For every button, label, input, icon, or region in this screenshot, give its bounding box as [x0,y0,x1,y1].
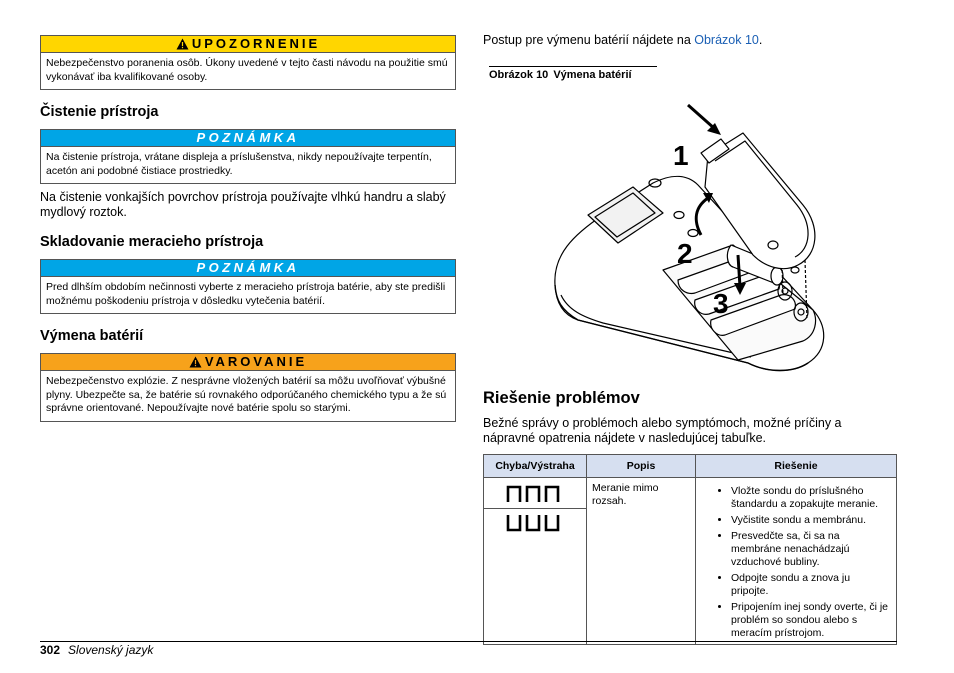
lcd-code-nnn [506,483,562,503]
warning-label: UPOZORNENIE [191,36,321,51]
solution-item: • Odpojte sondu a znova ju pripojte. [731,572,889,598]
step-2-label: 2 [677,238,693,269]
solution-list [697,485,895,640]
warning-triangle-icon [176,38,189,50]
figure-link[interactable]: Obrázok 10 [694,33,759,47]
table-header-row [484,455,897,478]
column-header: Popis [587,455,696,478]
battery-replacement-illustration [483,95,853,380]
table-row [484,478,897,645]
page-number: 302 [40,643,61,657]
note-callout-storage [40,259,456,314]
heading-storage: Skladovanie meracieho prístroja [40,234,264,250]
warning-label: VAROVANIE [204,354,308,369]
figure-title: Výmena batérií [553,69,632,81]
intro-text: Postup pre výmenu batérií nájdete na [483,33,695,47]
footer-divider [40,641,897,642]
column-header: Chyba/Výstraha [484,455,587,478]
lcd-code-uuu [506,514,562,534]
figure-caption [489,66,657,81]
solution-item: • Pripojením inej sondy overte, či je problém so sondou alebo s meracím prístrojom. [731,601,889,640]
warning-header [41,36,455,53]
figure-number: Obrázok 10 [489,69,549,81]
heading-troubleshooting: Riešenie problémov [483,389,640,407]
note-label: POZNÁMKA [41,130,455,147]
solution-item: • Vložte sondu do príslušného štandardu a zopakujte meranie. [731,485,889,511]
note-text: Pred dlhším obdobím nečinnosti vyberte z meracieho prístroja batérie, aby ste predišli možnému poškodeniu prístroja v dôsledku vytečenia batérií. [46,281,446,307]
troubleshooting-paragraph: Bežné správy o problémoch alebo symptómoch, možné príčiny a nápravné opatrenia nájdete v nasledujúcej tabuľke. [483,416,842,445]
warning-triangle-icon [189,356,202,368]
heading-cleaning: Čistenie prístroja [40,104,159,120]
figure-reference-paragraph [483,33,897,48]
column-header: Riešenie [696,455,897,478]
step-1-label: 1 [673,140,689,171]
warning-callout-upozornenie [40,35,456,90]
warning-text: Nebezpečenstvo explózie. Z nesprávne vložených batérií sa môžu uvoľňovať výbušné plyny. Ubezpečte sa, že batérie sú rovnakého odporúčaného chemického typu a že sú správne orientované. Nepoužívajte nové batérie spolu so starými. [46,375,447,414]
troubleshooting-table [483,454,897,645]
step-3-label: 3 [713,288,729,319]
heading-battery: Výmena batérií [40,328,144,344]
solution-cell [696,478,897,645]
description-cell: Meranie mimo rozsah. [587,478,696,645]
warning-callout-varovanie [40,353,456,422]
left-column [40,35,456,422]
arrow-1 [688,105,715,129]
solution-item: • Presvedčte sa, či sa na membráne nenachádzajú vzduchové bubliny. [731,530,889,569]
error-cell [484,478,587,645]
display-code-over [484,478,586,509]
note-label: POZNÁMKA [41,260,455,277]
intro-end: . [758,33,763,47]
display-code-under [484,509,586,539]
page-footer [40,643,153,657]
warning-header [41,354,455,371]
svg-text:uuu: uuu [506,514,508,515]
cleaning-paragraph: Na čistenie vonkajších povrchov prístroja používajte vlhkú handru a slabý mydlový roztok. [40,190,446,219]
note-callout-cleaning [40,129,456,184]
warning-text: Nebezpečenstvo poranenia osôb. Úkony uvedené v tejto časti návodu na použitie smú vykonávať iba kvalifikované osoby. [46,57,448,83]
footer-language: Slovenský jazyk [68,643,154,657]
solution-item: • Vyčistite sondu a membránu. [731,514,889,527]
right-column [483,33,897,639]
svg-text:nnn: nnn [506,483,508,484]
arrow-3 [738,255,740,287]
note-text: Na čistenie prístroja, vrátane displeja a príslušenstva, nikdy nepoužívajte terpentín, acetón ani podobné čistiace prostriedky. [46,151,432,177]
